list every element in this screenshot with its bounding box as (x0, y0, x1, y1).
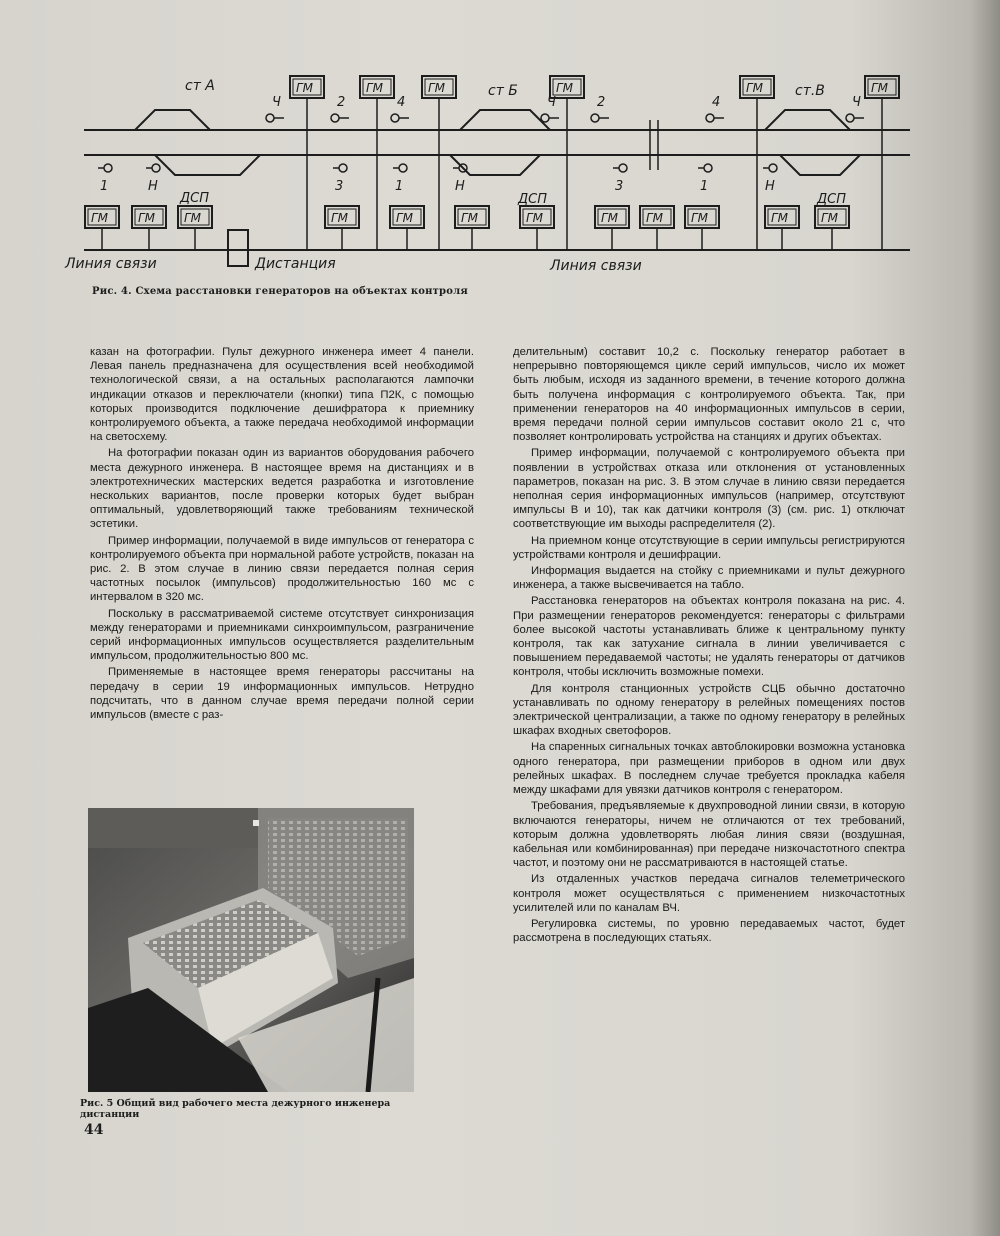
gm-label: ГМ (461, 211, 479, 225)
signal-label: 1 (395, 179, 404, 194)
gm-label: ГМ (366, 81, 384, 95)
signal-symbol (104, 164, 112, 172)
right-paragraph: Требования, предъявляемые к двухпроводной линии связи, в которую включаются генераторы, ничем не отличаются от тех требований, которым должна удовлетворять любая линия связи (воздушная, кабельная или комбинированная) при передаче низкочастотного спектра частот, и поэтому они не рассматриваются в настоящей статье. (513, 800, 905, 870)
signal-symbol (769, 164, 777, 172)
dsp-label: ДСП (518, 192, 548, 207)
right-paragraph: Для контроля станционных устройств СЦБ обычно достаточно устанавливать по одному генератору в релейных помещениях постов электрической централизации, а также по одному генератору в релейных шкафах входных светофоров. (513, 682, 905, 738)
signal-symbol (339, 164, 347, 172)
signal-label: 1 (700, 179, 709, 194)
station-siding-lower (780, 155, 860, 175)
signal-symbol (704, 164, 712, 172)
signal-label: 2 (597, 95, 606, 110)
gm-label: ГМ (646, 211, 664, 225)
gm-label: ГМ (556, 81, 574, 95)
signal-label: 3 (615, 179, 624, 194)
signal-label: 1 (100, 179, 109, 194)
left-paragraph: Поскольку в рассматриваемой системе отсутствует синхронизация между генераторами и приемниками синхроимпульсом, разграничение серий информационных импульсов осуществляется разделительным импульсом, продолжительностью 800 мс. (90, 607, 474, 663)
signal-label: Н (455, 179, 465, 194)
signal-label: Ч (547, 95, 556, 110)
gm-label: ГМ (771, 211, 789, 225)
right-paragraph: На спаренных сигнальных точках автоблокировки возможна установка одного генератора, при размещении приборов в одном или двух релейных шкафах. В последнем случае требуется прокладка кабеля между шкафами для увязки датчиков контроля с генератором. (513, 741, 905, 797)
distance-box (228, 230, 248, 266)
right-paragraph: Информация выдается на стойку с приемниками и пульт дежурного инженера, а также высвечивается на табло. (513, 565, 905, 592)
left-paragraph: Применяемые в настоящее время генераторы рассчитаны на передачу в серии 19 информационных импульсов. Нетрудно подсчитать, что в данном случае время передачи полной серии импульсов (вместе с раз- (90, 666, 474, 722)
signal-label: Н (765, 179, 775, 194)
signal-label: Ч (272, 95, 281, 110)
signal-symbol (331, 114, 339, 122)
right-paragraph: делительным) составит 10,2 с. Поскольку генератор работает в непрерывно повторяющемся цикле серий импульсов, число их может быть любым, исходя из заданного времени, в течение которого должна быть получена информация с контролируемого объекта. Так, при применении генераторов на 40 информационных импульсов в серии, время передачи полной серии импульсов составит около 21 с, что позволяет контролировать устройства на станциях и других объектах. (513, 346, 905, 444)
left-paragraph: На фотографии показан один из вариантов оборудования рабочего места дежурного инженера. В настоящее время на дистанциях и в электротехнических мастерских ведется разработка и изготовление нескольких вариантов, после проверки которых будет выбран оптимальный, удовлетворяющий также требованиям технической эстетики. (90, 447, 474, 531)
right-paragraph: Регулировка системы, по уровню передаваемых частот, будет рассмотрена в последующих статьях. (513, 917, 905, 945)
signal-label: 4 (712, 95, 721, 110)
signal-symbol (152, 164, 160, 172)
gm-label: ГМ (396, 211, 414, 225)
generator-layout-diagram (60, 60, 920, 290)
station-a-label: ст А (185, 78, 215, 94)
gm-label: ГМ (601, 211, 619, 225)
right-paragraph: На приемном конце отсутствующие в серии импульсы регистрируются устройствами контроля и дешифрации. (513, 534, 905, 561)
gm-label: ГМ (821, 211, 839, 225)
gm-label: ГМ (138, 211, 156, 225)
signal-symbol (399, 164, 407, 172)
signal-symbol (266, 114, 274, 122)
dsp-label: ДСП (180, 191, 210, 206)
distance-label: Дистанция (255, 256, 336, 272)
station-siding-upper (460, 110, 550, 130)
left-text-column (90, 345, 474, 724)
station-v-label: ст.В (795, 83, 825, 99)
right-paragraph: Пример информации, получаемой с контролируемого объекта при появлении в устройствах отказа или отклонения от установленных параметров, показан на рис. 3. В этом случае в линию связи передается неполная серия информационных импульсов (например, отсутствуют импульсы В и 10), так как датчики контроля (3) (см. рис. 1) отключат соответствующие им выходы распределителя (2). (513, 447, 905, 531)
figure-4-caption: Рис. 4. Схема расстановки генераторов на объектах контроля (92, 286, 468, 297)
gm-label: ГМ (296, 81, 314, 95)
signal-symbol (541, 114, 549, 122)
right-paragraph: Из отдаленных участков передача сигналов телеметрического контроля может осуществляться с применением низкочастотных усилителей или по каналам ВЧ. (513, 873, 905, 914)
signal-label: 2 (337, 95, 346, 110)
gm-label: ГМ (184, 211, 202, 225)
station-b-label: ст Б (488, 83, 518, 99)
dsp-label: ДСП (817, 192, 847, 207)
gm-label: ГМ (331, 211, 349, 225)
gm-label: ГМ (526, 211, 544, 225)
line-left-label: Линия связи (65, 256, 157, 272)
signal-label: 4 (397, 95, 406, 110)
gm-label: ГМ (91, 211, 109, 225)
station-siding-lower (155, 155, 260, 175)
gm-label: ГМ (871, 81, 889, 95)
line-right-label: Линия связи (550, 258, 642, 274)
engineer-workstation-photo (88, 808, 414, 1092)
figure-5-caption: Рис. 5 Общий вид рабочего места дежурного инженера дистанции (80, 1098, 391, 1120)
signal-symbol (391, 114, 399, 122)
signal-symbol (591, 114, 599, 122)
station-siding-upper (135, 110, 210, 130)
signal-label: Ч (852, 95, 861, 110)
gm-label: ГМ (746, 81, 764, 95)
signal-symbol (846, 114, 854, 122)
left-paragraph: казан на фотографии. Пульт дежурного инженера имеет 4 панели. Левая панель предназначена для осуществления всей необходимой технологической связи, а на остальных располагаются лампочки индикации отказов и переключатели (кнопки) типа П2К, с помощью которых производится подключение дешифратора к приемнику контролируемого объекта, а также передача необходимой информации на светосхему. (90, 346, 474, 444)
page-number: 44 (84, 1122, 104, 1138)
right-paragraph: Расстановка генераторов на объектах контроля показана на рис. 4. При размещении генераторов рекомендуется: генераторы с фильтрами более высокой частоты устанавливать ближе к центральному пункту контроля, так как затухание сигнала в линии увеличивается с повышением передаваемой частоты; не удалять генераторы от датчиков контроля, чтобы исключить возможные помехи. (513, 595, 905, 679)
gm-label: ГМ (691, 211, 709, 225)
signal-symbol (706, 114, 714, 122)
station-siding-upper (765, 110, 850, 130)
left-paragraph: Пример информации, получаемой в виде импульсов от генератора с контролируемого объекта при нормальной работе устройств, показан на рис. 2. В этом случае в линию связи передается полная серия частотных посылок (импульсов) продолжительностью 160 мс с интервалом в 320 мс. (90, 534, 474, 604)
right-text-column (513, 345, 905, 947)
signal-label: 3 (335, 179, 344, 194)
gm-label: ГМ (428, 81, 446, 95)
signal-symbol (619, 164, 627, 172)
signal-label: Н (148, 179, 158, 194)
